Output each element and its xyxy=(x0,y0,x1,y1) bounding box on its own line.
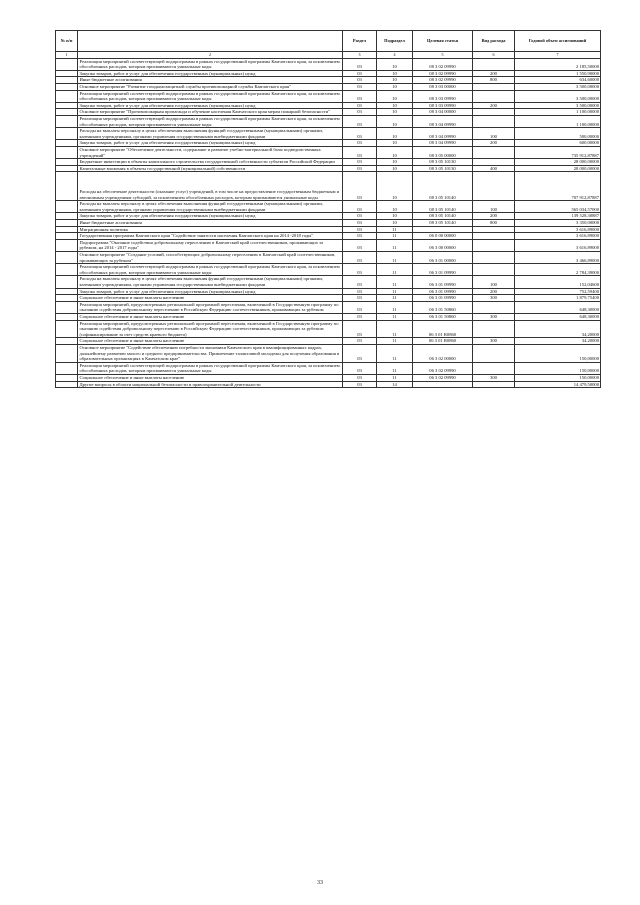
row-amount-cell: 1 879,75400 xyxy=(515,295,601,302)
row-vid-cell xyxy=(473,264,515,276)
table-row xyxy=(56,320,601,338)
table-row xyxy=(56,83,601,90)
row-razdel-cell: 03 xyxy=(343,295,377,302)
row-vid-cell xyxy=(473,301,515,313)
column-index: 1 xyxy=(56,52,78,59)
budget-table xyxy=(55,30,601,388)
row-vid-cell: 800 xyxy=(473,77,515,84)
row-amount-cell: 1 100,00000 xyxy=(515,115,601,127)
row-razdel-cell: 03 xyxy=(343,165,377,172)
row-num-cell xyxy=(56,264,78,276)
row-name-cell: Капитальные вложения в объекты государственной (муниципальной) собственности xyxy=(78,165,343,172)
row-amount-cell: 2 185,50000 xyxy=(515,58,601,70)
row-num-cell xyxy=(56,90,78,102)
row-article-cell: 08 3 04 09990 xyxy=(413,115,473,127)
row-article-cell: 08 3 04 09990 xyxy=(413,128,473,140)
table-row xyxy=(56,338,601,345)
row-amount-cell: 1 100,00000 xyxy=(515,109,601,116)
row-amount-cell: 28 000,00000 xyxy=(515,159,601,166)
row-razdel-cell: 03 xyxy=(343,362,377,374)
row-name-cell: Государственная программа Камчатского края "Содействие занятости населения Камчатского края на 2014 -2018 годы" xyxy=(78,233,343,240)
table-row xyxy=(56,313,601,320)
row-num-cell xyxy=(56,338,78,345)
row-podrazdel-cell: 10 xyxy=(377,70,413,77)
row-num-cell xyxy=(56,374,78,381)
table-row xyxy=(56,288,601,295)
row-num-cell xyxy=(56,320,78,338)
table-row xyxy=(56,374,601,381)
row-name-cell: Реализация мероприятий, предусмотренных региональной программой переселения, включенной в Государственную программу по оказанию содействия добровольному переселению в Российскую Федерацию соотечественников, проживающих за рубежом xyxy=(78,301,343,313)
table-row xyxy=(56,77,601,84)
row-podrazdel-cell: 10 xyxy=(377,220,413,227)
row-num-cell xyxy=(56,172,78,201)
row-vid-cell xyxy=(473,344,515,362)
row-vid-cell xyxy=(473,146,515,158)
row-amount-cell: 3 500,00000 xyxy=(515,90,601,102)
row-podrazdel-cell: 10 xyxy=(377,172,413,201)
row-num-cell xyxy=(56,115,78,127)
row-article-cell: 08 3 05 10140 xyxy=(413,220,473,227)
row-num-cell xyxy=(56,58,78,70)
row-vid-cell xyxy=(473,159,515,166)
row-podrazdel-cell: 10 xyxy=(377,140,413,147)
row-razdel-cell: 03 xyxy=(343,102,377,109)
row-podrazdel-cell: 11 xyxy=(377,320,413,338)
row-razdel-cell: 03 xyxy=(343,338,377,345)
row-name-cell: Социальное обеспечение и иные выплаты населению xyxy=(78,338,343,345)
row-num-cell xyxy=(56,128,78,140)
row-name-cell: Закупка товаров, работ и услуг для обеспечения государственных (муниципальных) нужд xyxy=(78,140,343,147)
row-vid-cell xyxy=(473,320,515,338)
row-vid-cell: 200 xyxy=(473,288,515,295)
row-num-cell xyxy=(56,140,78,147)
table-row xyxy=(56,109,601,116)
row-razdel-cell: 03 xyxy=(343,172,377,201)
row-name-cell: Реализация мероприятий, предусмотренных региональной программой переселения, включенной в Государственную программу по оказанию содействия добровольному переселению в Российскую Федерацию соотечественников, проживающих за рубежом (софинансирование за счет средств краевого бюджета) xyxy=(78,320,343,338)
row-article-cell: 08 3 04 00000 xyxy=(413,109,473,116)
row-podrazdel-cell: 10 xyxy=(377,165,413,172)
row-razdel-cell: 03 xyxy=(343,288,377,295)
row-amount-cell: 28 000,00000 xyxy=(515,165,601,172)
row-name-cell: Закупка товаров, работ и услуг для обеспечения государственных (муниципальных) нужд xyxy=(78,102,343,109)
table-row xyxy=(56,213,601,220)
row-podrazdel-cell: 10 xyxy=(377,159,413,166)
row-amount-cell: 1 550,90000 xyxy=(515,70,601,77)
budget-table-page xyxy=(55,30,600,388)
row-podrazdel-cell: 10 xyxy=(377,109,413,116)
row-vid-cell: 200 xyxy=(473,140,515,147)
column-index: 6 xyxy=(473,52,515,59)
row-amount-cell: 3 500,00000 xyxy=(515,102,601,109)
row-num-cell xyxy=(56,102,78,109)
row-num-cell xyxy=(56,344,78,362)
row-name-cell: Социальное обеспечение и иные выплаты населению xyxy=(78,374,343,381)
row-name-cell: Иные бюджетные ассигнования xyxy=(78,77,343,84)
column-index: 3 xyxy=(343,52,377,59)
row-razdel-cell: 03 xyxy=(343,109,377,116)
row-article-cell: 06 3 01 50860 xyxy=(413,301,473,313)
row-razdel-cell: 03 xyxy=(343,213,377,220)
row-name-cell: Иные бюджетные ассигнования xyxy=(78,220,343,227)
row-num-cell xyxy=(56,301,78,313)
row-amount-cell: 565 034,57000 xyxy=(515,201,601,213)
row-vid-cell xyxy=(473,109,515,116)
row-vid-cell: 800 xyxy=(473,220,515,227)
row-amount-cell: 34,20000 xyxy=(515,338,601,345)
row-vid-cell: 400 xyxy=(473,165,515,172)
row-article-cell: 08 3 05 00000 xyxy=(413,146,473,158)
column-index-row xyxy=(56,52,601,59)
row-name-cell: Подпрограмма "Оказание содействия добровольному переселению в Камчатский край соотечественников, проживающих за рубежом, на 2014 - 2017 годы" xyxy=(78,239,343,251)
header-amount: Годовой объем ассигнований xyxy=(515,31,601,52)
row-podrazdel-cell: 11 xyxy=(377,344,413,362)
column-index: 4 xyxy=(377,52,413,59)
row-podrazdel-cell: 11 xyxy=(377,226,413,233)
row-podrazdel-cell: 11 xyxy=(377,362,413,374)
row-num-cell xyxy=(56,146,78,158)
row-amount-cell: 3 616,89000 xyxy=(515,233,601,240)
row-vid-cell: 300 xyxy=(473,374,515,381)
row-article-cell: 08 3 05 10140 xyxy=(413,201,473,213)
table-row xyxy=(56,146,601,158)
row-num-cell xyxy=(56,226,78,233)
table-row xyxy=(56,58,601,70)
row-vid-cell: 300 xyxy=(473,295,515,302)
row-num-cell xyxy=(56,313,78,320)
row-amount-cell: 2 784,39000 xyxy=(515,264,601,276)
row-num-cell xyxy=(56,381,78,388)
row-podrazdel-cell: 11 xyxy=(377,301,413,313)
row-razdel-cell: 03 xyxy=(343,220,377,227)
row-amount-cell: 34,20000 xyxy=(515,320,601,338)
row-amount-cell: 707 912,87887 xyxy=(515,172,601,201)
row-article-cell: 06 3 02 09990 xyxy=(413,374,473,381)
row-razdel-cell: 03 xyxy=(343,128,377,140)
header-name xyxy=(78,31,343,52)
row-name-cell: Закупка товаров, работ и услуг для обеспечения государственных (муниципальных) нужд xyxy=(78,213,343,220)
row-name-cell: Расходы на обеспечение деятельности (оказание услуг) учреждений, в том числе на предоставление государственным бюджетным и автономным учреждениям субсидий, за исключением обособленных расходов, которым присваиваются уникальные коды xyxy=(78,172,343,201)
row-razdel-cell: 03 xyxy=(343,146,377,158)
row-razdel-cell: 03 xyxy=(343,70,377,77)
row-vid-cell xyxy=(473,115,515,127)
row-podrazdel-cell: 11 xyxy=(377,233,413,240)
row-article-cell: 06 3 01 09990 xyxy=(413,295,473,302)
row-article-cell: 06 0 00 00000 xyxy=(413,233,473,240)
table-row xyxy=(56,201,601,213)
row-amount-cell: 150,00000 xyxy=(515,362,601,374)
table-body xyxy=(56,58,601,388)
row-num-cell xyxy=(56,233,78,240)
column-index: 5 xyxy=(413,52,473,59)
row-vid-cell: 100 xyxy=(473,201,515,213)
row-article-cell: 08 3 03 09990 xyxy=(413,90,473,102)
row-vid-cell xyxy=(473,239,515,251)
row-podrazdel-cell: 10 xyxy=(377,83,413,90)
row-article-cell: 06 3 01 09990 xyxy=(413,264,473,276)
row-article-cell: 08 3 05 10140 xyxy=(413,172,473,201)
table-row xyxy=(56,115,601,127)
table-row xyxy=(56,226,601,233)
table-row xyxy=(56,159,601,166)
table-row xyxy=(56,220,601,227)
row-podrazdel-cell: 11 xyxy=(377,239,413,251)
row-amount-cell: 139 528,30887 xyxy=(515,213,601,220)
row-razdel-cell: 03 xyxy=(343,83,377,90)
row-article-cell xyxy=(413,226,473,233)
row-article-cell: 06 3 02 00000 xyxy=(413,344,473,362)
row-podrazdel-cell: 11 xyxy=(377,264,413,276)
row-amount-cell: 648,30000 xyxy=(515,313,601,320)
row-podrazdel-cell: 10 xyxy=(377,58,413,70)
row-name-cell: Основное мероприятие "Содействие обеспечению потребности экономики Камчатского края в квалифицированных кадрах, дальнейшему развитию малого и среднего предпринимательства. Привлечение талантливой молодежи для получения образования в образовательных организациях в Камчатском крае" xyxy=(78,344,343,362)
row-razdel-cell: 03 xyxy=(343,58,377,70)
row-article-cell: 06 3 01 50860 xyxy=(413,313,473,320)
table-row xyxy=(56,165,601,172)
row-razdel-cell: 03 xyxy=(343,239,377,251)
page-number: 33 xyxy=(317,880,323,886)
row-article-cell: 06 3 01 R0860 xyxy=(413,320,473,338)
row-article-cell: 08 3 04 09990 xyxy=(413,140,473,147)
row-name-cell: Реализация мероприятий соответствующей подпрограммы в рамках государственной программы Камчатского края, за исключением обособленных расходов, которым присваиваются уникальные коды xyxy=(78,58,343,70)
table-row xyxy=(56,172,601,201)
row-name-cell: Реализация мероприятий соответствующей подпрограммы в рамках государственной программы Камчатского края, за исключением обособленных расходов, которым присваиваются уникальные коды xyxy=(78,264,343,276)
row-name-cell: Закупка товаров, работ и услуг для обеспечения государственных (муниципальных) нужд xyxy=(78,70,343,77)
row-name-cell: Расходы на выплаты персоналу в целях обеспечения выполнения функций государственными (муниципальными) органами, казенными учреждениями, органами управления государственными внебюджетными фондами xyxy=(78,201,343,213)
row-num-cell xyxy=(56,288,78,295)
row-vid-cell xyxy=(473,381,515,388)
row-name-cell: Социальное обеспечение и иные выплаты населению xyxy=(78,295,343,302)
row-vid-cell: 200 xyxy=(473,70,515,77)
header-row xyxy=(56,31,601,52)
row-vid-cell: 300 xyxy=(473,338,515,345)
row-razdel-cell: 03 xyxy=(343,252,377,264)
row-podrazdel-cell: 10 xyxy=(377,115,413,127)
row-name-cell: Реализация мероприятий соответствующей подпрограммы в рамках государственной программы Камчатского края, за исключением обособленных расходов, которым присваиваются уникальные коды xyxy=(78,115,343,127)
row-name-cell: Социальное обеспечение и иные выплаты населению xyxy=(78,313,343,320)
row-razdel-cell: 03 xyxy=(343,381,377,388)
row-name-cell: Реализация мероприятий соответствующей подпрограммы в рамках государственной программы Камчатского края, за исключением обособленных расходов, которым присваиваются уникальные коды xyxy=(78,90,343,102)
table-row xyxy=(56,140,601,147)
row-podrazdel-cell: 11 xyxy=(377,288,413,295)
row-podrazdel-cell: 11 xyxy=(377,313,413,320)
row-name-cell: Основное мероприятие "Противопожарная пропаганда и обучение населения Камчатского края мерам пожарной безопасности" xyxy=(78,109,343,116)
row-vid-cell xyxy=(473,90,515,102)
row-razdel-cell: 03 xyxy=(343,276,377,288)
row-vid-cell: 100 xyxy=(473,276,515,288)
row-vid-cell xyxy=(473,362,515,374)
row-num-cell xyxy=(56,295,78,302)
row-amount-cell: 150,00000 xyxy=(515,374,601,381)
row-vid-cell xyxy=(473,226,515,233)
row-vid-cell xyxy=(473,172,515,201)
row-razdel-cell: 03 xyxy=(343,115,377,127)
header-podrazdel: Подраздел xyxy=(377,31,413,52)
row-podrazdel-cell: 10 xyxy=(377,146,413,158)
row-article-cell: 08 3 05 10130 xyxy=(413,165,473,172)
row-razdel-cell: 03 xyxy=(343,159,377,166)
column-index: 2 xyxy=(78,52,343,59)
row-num-cell xyxy=(56,252,78,264)
row-podrazdel-cell: 11 xyxy=(377,338,413,345)
row-vid-cell: 200 xyxy=(473,213,515,220)
row-podrazdel-cell: 11 xyxy=(377,374,413,381)
row-vid-cell xyxy=(473,58,515,70)
row-name-cell: Основное мероприятие "Обеспечение деятельности, содержание и развитие учебно-материальной базы подведомственных учреждений" xyxy=(78,146,343,158)
table-row xyxy=(56,252,601,264)
row-amount-cell: 500,00000 xyxy=(515,128,601,140)
row-podrazdel-cell: 11 xyxy=(377,252,413,264)
table-row xyxy=(56,239,601,251)
row-name-cell: Бюджетные инвестиции в объекты капитального строительства государственной собственности субъектов Российской Федерации xyxy=(78,159,343,166)
row-razdel-cell: 03 xyxy=(343,320,377,338)
row-article-cell: 06 3 01 09990 xyxy=(413,276,473,288)
row-amount-cell: 648,30000 xyxy=(515,301,601,313)
table-row xyxy=(56,344,601,362)
row-razdel-cell: 03 xyxy=(343,77,377,84)
row-razdel-cell: 03 xyxy=(343,90,377,102)
row-amount-cell: 150,00000 xyxy=(515,344,601,362)
row-num-cell xyxy=(56,213,78,220)
row-num-cell xyxy=(56,276,78,288)
row-razdel-cell: 03 xyxy=(343,226,377,233)
row-razdel-cell: 03 xyxy=(343,301,377,313)
row-razdel-cell: 03 xyxy=(343,374,377,381)
table-row xyxy=(56,362,601,374)
row-name-cell: Закупка товаров, работ и услуг для обеспечения государственных (муниципальных) нужд xyxy=(78,288,343,295)
row-razdel-cell: 03 xyxy=(343,201,377,213)
table-row xyxy=(56,128,601,140)
table-row xyxy=(56,295,601,302)
row-article-cell xyxy=(413,381,473,388)
table-row xyxy=(56,276,601,288)
row-podrazdel-cell: 10 xyxy=(377,201,413,213)
table-row xyxy=(56,233,601,240)
row-podrazdel-cell: 10 xyxy=(377,77,413,84)
row-razdel-cell: 03 xyxy=(343,313,377,320)
row-vid-cell xyxy=(473,83,515,90)
row-article-cell: 06 3 02 09990 xyxy=(413,362,473,374)
row-name-cell: Расходы на выплаты персоналу в целях обеспечения выполнения функций государственными (муниципальными) органами, казенными учреждениями, органами управления государственными внебюджетными фондами xyxy=(78,128,343,140)
row-num-cell xyxy=(56,70,78,77)
row-amount-cell: 3 616,89000 xyxy=(515,239,601,251)
row-amount-cell: 3 500,00000 xyxy=(515,83,601,90)
row-num-cell xyxy=(56,159,78,166)
row-amount-cell: 3 350,00000 xyxy=(515,220,601,227)
header-article: Целевая статья xyxy=(413,31,473,52)
row-num-cell xyxy=(56,77,78,84)
row-amount-cell: 152,04600 xyxy=(515,276,601,288)
table-row xyxy=(56,102,601,109)
column-index: 7 xyxy=(515,52,601,59)
table-row xyxy=(56,70,601,77)
row-podrazdel-cell: 11 xyxy=(377,276,413,288)
row-razdel-cell: 03 xyxy=(343,264,377,276)
row-razdel-cell: 03 xyxy=(343,140,377,147)
row-amount-cell: 752,59400 xyxy=(515,288,601,295)
row-article-cell: 06 3 01 00000 xyxy=(413,252,473,264)
row-vid-cell: 200 xyxy=(473,102,515,109)
header-razdel: Раздел xyxy=(343,31,377,52)
row-name-cell: Расходы на выплаты персоналу в целях обеспечения выполнения функций государственными (муниципальными) органами, казенными учреждениями, органами управления государственными внебюджетными фондами xyxy=(78,276,343,288)
row-razdel-cell: 03 xyxy=(343,344,377,362)
table-row xyxy=(56,381,601,388)
row-amount-cell: 3 466,89000 xyxy=(515,252,601,264)
row-amount-cell: 3 616,89000 xyxy=(515,226,601,233)
header-num: № п/п xyxy=(56,31,78,52)
row-amount-cell: 14 479,50000 xyxy=(515,381,601,388)
row-article-cell: 08 3 03 00000 xyxy=(413,83,473,90)
row-num-cell xyxy=(56,220,78,227)
row-vid-cell: 100 xyxy=(473,128,515,140)
row-article-cell: 08 3 05 10130 xyxy=(413,159,473,166)
row-num-cell xyxy=(56,83,78,90)
row-amount-cell: 735 912,87887 xyxy=(515,146,601,158)
row-vid-cell xyxy=(473,252,515,264)
row-amount-cell: 634,60000 xyxy=(515,77,601,84)
row-name-cell: Другие вопросы в области национальной безопасности и правоохранительной деятельности xyxy=(78,381,343,388)
row-num-cell xyxy=(56,239,78,251)
table-row xyxy=(56,264,601,276)
row-article-cell: 06 3 01 R0860 xyxy=(413,338,473,345)
row-name-cell: Основное мероприятие "Развитие газодымозащитной службы противопожарной службы Камчатского края" xyxy=(78,83,343,90)
row-razdel-cell: 03 xyxy=(343,233,377,240)
row-podrazdel-cell: 11 xyxy=(377,295,413,302)
row-article-cell: 08 3 03 09990 xyxy=(413,102,473,109)
row-num-cell xyxy=(56,109,78,116)
row-name-cell: Миграционная политика xyxy=(78,226,343,233)
row-podrazdel-cell: 10 xyxy=(377,128,413,140)
row-article-cell: 08 3 05 10140 xyxy=(413,213,473,220)
row-vid-cell xyxy=(473,233,515,240)
row-amount-cell: 600,00000 xyxy=(515,140,601,147)
row-num-cell xyxy=(56,201,78,213)
row-name-cell: Реализация мероприятий соответствующей подпрограммы в рамках государственной программы Камчатского края, за исключением обособленных расходов, которым присваиваются уникальные коды xyxy=(78,362,343,374)
row-article-cell: 08 3 02 09990 xyxy=(413,70,473,77)
row-podrazdel-cell: 14 xyxy=(377,381,413,388)
table-row xyxy=(56,90,601,102)
row-article-cell: 08 3 02 09990 xyxy=(413,58,473,70)
header-vid: Вид расхода xyxy=(473,31,515,52)
row-article-cell: 08 3 02 09990 xyxy=(413,77,473,84)
row-num-cell xyxy=(56,165,78,172)
row-podrazdel-cell: 10 xyxy=(377,90,413,102)
row-podrazdel-cell: 10 xyxy=(377,102,413,109)
row-article-cell: 06 3 00 00000 xyxy=(413,239,473,251)
table-row xyxy=(56,301,601,313)
row-podrazdel-cell: 10 xyxy=(377,213,413,220)
row-vid-cell: 300 xyxy=(473,313,515,320)
row-article-cell: 06 3 01 09990 xyxy=(413,288,473,295)
row-num-cell xyxy=(56,362,78,374)
row-name-cell: Основное мероприятие "Создание условий, способствующих добровольному переселению в Камчатский край соотечественников, проживающих за рубежом" xyxy=(78,252,343,264)
